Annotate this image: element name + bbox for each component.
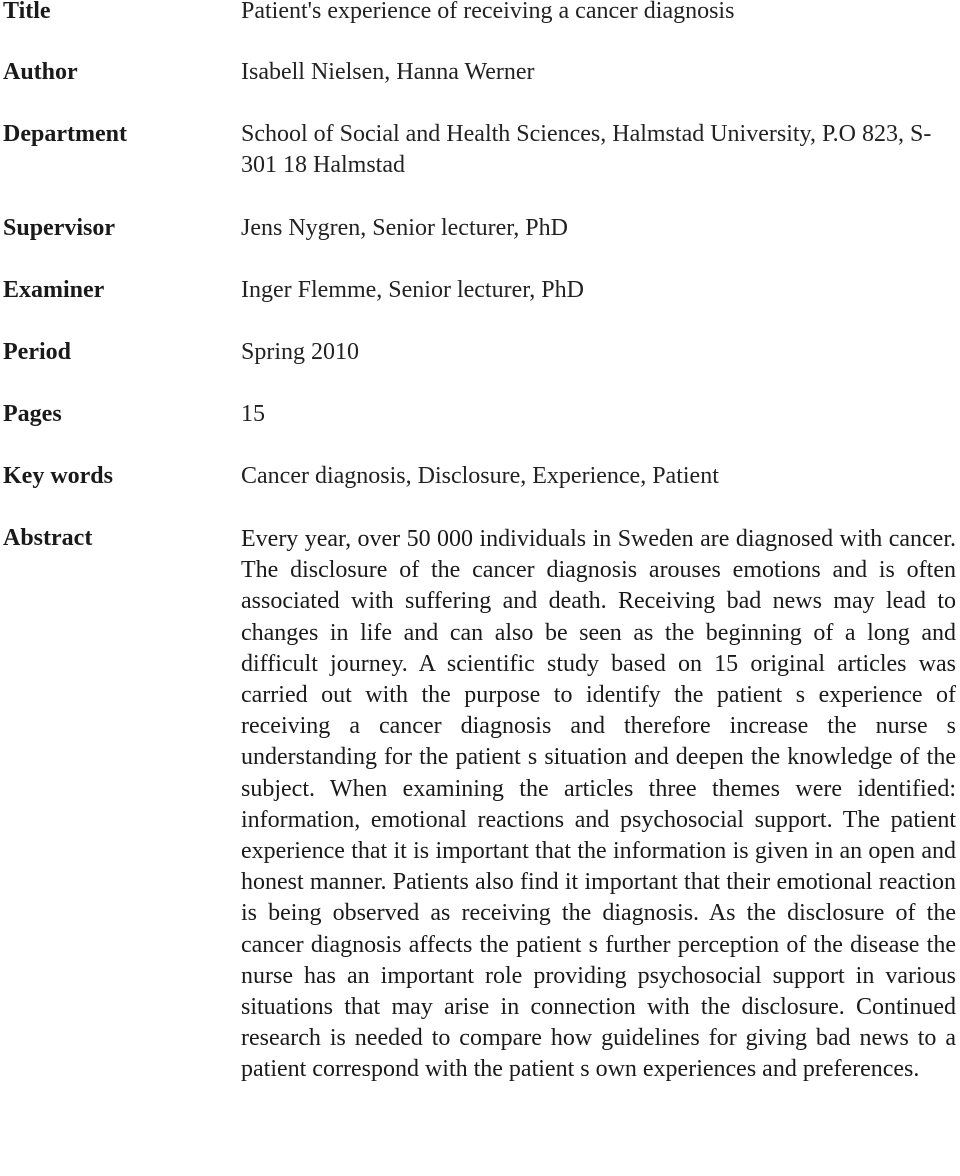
supervisor-label: Supervisor (3, 215, 116, 241)
author-label: Author (3, 59, 78, 85)
title-value: Patient's experience of receiving a cancer diagnosis (241, 0, 735, 24)
supervisor-value: Jens Nygren, Senior lecturer, PhD (241, 215, 568, 241)
keywords-label: Key words (3, 463, 113, 489)
keywords-value: Cancer diagnosis, Disclosure, Experience, Patient (241, 463, 719, 489)
pages-label: Pages (3, 401, 62, 427)
examiner-label: Examiner (3, 277, 105, 303)
title-label: Title (3, 0, 51, 24)
abstract-text: Every year, over 50 000 individuals in Sweden are diagnosed with cancer. The disclosure of the cancer diagnosis arouses emotions and is often associated with suffering and death. Receiving bad news may lead to changes in life and can also be seen as the beginning of a long and difficult journey. A scientific study based on 15 original articles was carried out with the purpose to identify the patient s experience of receiving a cancer diagnosis and therefore increase the nurse s understanding for the patient s situation and deepen the knowledge of the subject. When examining the articles three themes were identified: information, emotional reactions and psychosocial support. The patient experience that it is important that the information is given in an open and honest manner. Patients also find it important that their emotional reaction is being observed as receiving the diagnosis. As the disclosure of the cancer diagnosis affects the patient s further perception of the disease the nurse has an important role providing psychosocial support in various situations that may arise in connection with the disclosure. Continued research is needed to compare how guidelines for giving bad news to a patient correspond with the patient s own experiences and preferences. (241, 526, 956, 1083)
abstract-label: Abstract (3, 525, 93, 551)
period-value: Spring 2010 (241, 339, 360, 365)
examiner-value: Inger Flemme, Senior lecturer, PhD (241, 277, 584, 303)
author-value: Isabell Nielsen, Hanna Werner (241, 59, 535, 85)
department-label: Department (3, 121, 127, 147)
period-label: Period (3, 339, 71, 365)
pages-value: 15 (241, 401, 265, 427)
department-value: School of Social and Health Sciences, Halmstad University, P.O 823, S-301 18 Halmstad (241, 121, 932, 178)
